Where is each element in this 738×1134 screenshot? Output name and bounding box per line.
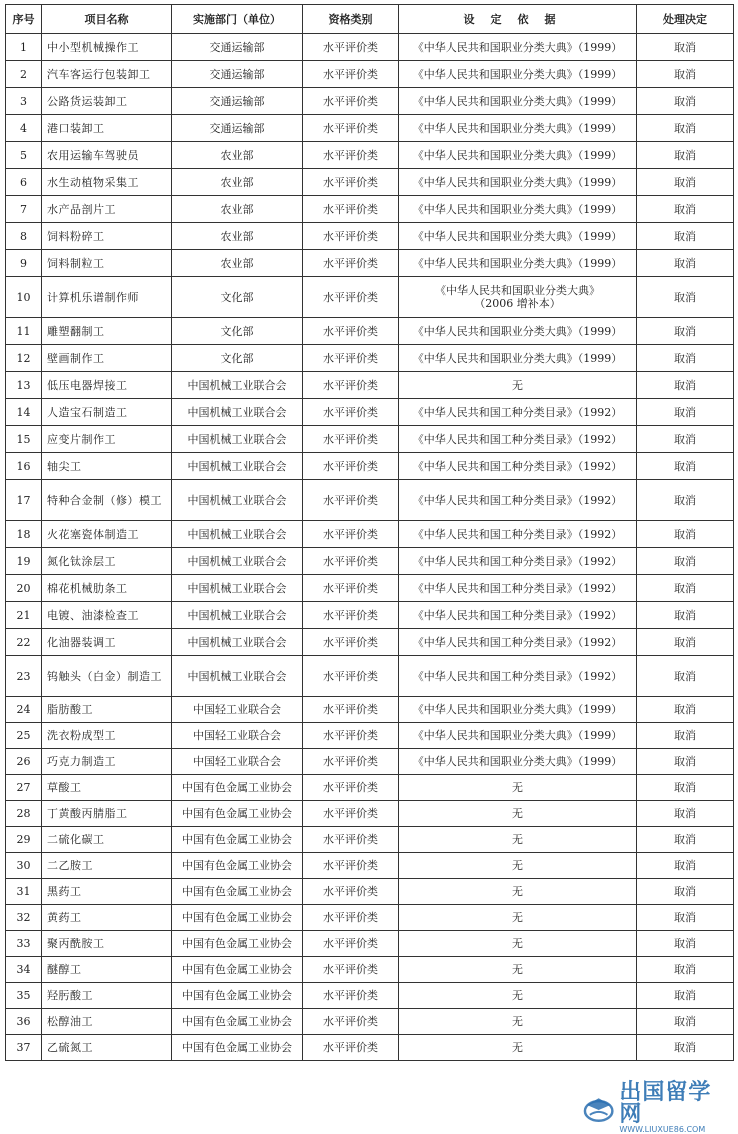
table-row [6,931,734,957]
cell-name: 水产品剖片工 [42,196,172,223]
cell-decision: 取消 [637,34,734,61]
cell-name: 电镀、油漆检查工 [42,602,172,629]
cell-name: 丁黄酸丙腈脂工 [42,801,172,827]
cell-type: 水平评价类 [303,853,399,879]
cell-no: 15 [6,426,42,453]
cell-name: 农用运输车驾驶员 [42,142,172,169]
cell-type: 水平评价类 [303,723,399,749]
cell-name: 黑药工 [42,879,172,905]
cell-type: 水平评价类 [303,697,399,723]
cell-basis: 《中华人民共和国职业分类大典》（1999） [399,318,637,345]
cell-decision: 取消 [637,723,734,749]
cell-type: 水平评价类 [303,34,399,61]
basis-line-2: （2006 增补本） [474,297,561,310]
table-row [6,277,734,318]
cell-basis: 无 [399,983,637,1009]
cell-decision: 取消 [637,1035,734,1061]
cell-dept: 中国轻工业联合会 [172,749,303,775]
cell-dept: 农业部 [172,169,303,196]
cell-dept: 中国有色金属工业协会 [172,1009,303,1035]
header-no: 序号 [6,5,42,34]
watermark-url: WWW.LIUXUE86.COM [619,1125,706,1134]
cell-type: 水平评价类 [303,1009,399,1035]
table-row [6,602,734,629]
cell-no: 14 [6,399,42,426]
cell-type: 水平评价类 [303,426,399,453]
cell-dept: 中国有色金属工业协会 [172,931,303,957]
cell-dept: 农业部 [172,196,303,223]
cell-name: 羟肟酸工 [42,983,172,1009]
cell-no: 37 [6,1035,42,1061]
header-type: 资格类别 [303,5,399,34]
table-row [6,34,734,61]
cell-dept: 交通运输部 [172,34,303,61]
cell-basis: 《中华人民共和国职业分类大典》（1999） [399,61,637,88]
cell-type: 水平评价类 [303,372,399,399]
cell-no: 22 [6,629,42,656]
cell-decision: 取消 [637,879,734,905]
cell-basis: 《中华人民共和国职业分类大典》（1999） [399,88,637,115]
cell-name: 钨触头（白金）制造工 [42,656,172,697]
cell-name: 二硫化碳工 [42,827,172,853]
cell-type: 水平评价类 [303,602,399,629]
cell-decision: 取消 [637,277,734,318]
cell-name: 特种合金制（修）模工 [42,480,172,521]
cell-basis: 《中华人民共和国职业分类大典》（1999） [399,723,637,749]
cell-decision: 取消 [637,983,734,1009]
cell-type: 水平评价类 [303,905,399,931]
cell-no: 27 [6,775,42,801]
cell-name: 松醇油工 [42,1009,172,1035]
table-row [6,697,734,723]
cell-decision: 取消 [637,196,734,223]
cell-name: 醚醇工 [42,957,172,983]
cell-name: 计算机乐谱制作师 [42,277,172,318]
cell-dept: 文化部 [172,345,303,372]
cell-name: 应变片制作工 [42,426,172,453]
cell-dept: 中国机械工业联合会 [172,629,303,656]
cell-decision: 取消 [637,399,734,426]
table-row [6,1035,734,1061]
cell-dept: 中国有色金属工业协会 [172,827,303,853]
cell-decision: 取消 [637,250,734,277]
cell-name: 化油器装调工 [42,629,172,656]
cell-no: 24 [6,697,42,723]
cell-type: 水平评价类 [303,879,399,905]
cell-dept: 农业部 [172,250,303,277]
table-row [6,905,734,931]
cell-decision: 取消 [637,548,734,575]
cell-dept: 中国有色金属工业协会 [172,853,303,879]
cell-name: 乙硫氮工 [42,1035,172,1061]
table-row [6,521,734,548]
table-row [6,88,734,115]
cell-type: 水平评价类 [303,318,399,345]
cell-dept: 中国机械工业联合会 [172,575,303,602]
cell-decision: 取消 [637,223,734,250]
cell-decision: 取消 [637,905,734,931]
cell-dept: 中国机械工业联合会 [172,521,303,548]
cell-type: 水平评价类 [303,827,399,853]
table-row [6,801,734,827]
cell-dept: 中国有色金属工业协会 [172,983,303,1009]
cell-basis: 《中华人民共和国工种分类目录》（1992） [399,480,637,521]
table-row [6,480,734,521]
cell-no: 26 [6,749,42,775]
cell-no: 31 [6,879,42,905]
cell-basis: 《中华人民共和国工种分类目录》（1992） [399,399,637,426]
cell-name: 草酸工 [42,775,172,801]
cell-no: 29 [6,827,42,853]
cell-name: 饲料制粒工 [42,250,172,277]
table-row [6,142,734,169]
cell-no: 10 [6,277,42,318]
cell-dept: 中国机械工业联合会 [172,399,303,426]
cell-basis: 《中华人民共和国工种分类目录》（1992） [399,521,637,548]
cell-dept: 交通运输部 [172,61,303,88]
cell-dept: 中国机械工业联合会 [172,602,303,629]
table-row [6,548,734,575]
cell-decision: 取消 [637,169,734,196]
cell-name: 聚丙酰胺工 [42,931,172,957]
table-row [6,749,734,775]
cell-decision: 取消 [637,521,734,548]
cell-dept: 中国机械工业联合会 [172,480,303,521]
cell-basis: 《中华人民共和国工种分类目录》（1992） [399,575,637,602]
cell-basis: 无 [399,801,637,827]
cell-basis: 《中华人民共和国职业分类大典》（1999） [399,34,637,61]
cell-type: 水平评价类 [303,277,399,318]
cell-dept: 中国机械工业联合会 [172,656,303,697]
cell-type: 水平评价类 [303,480,399,521]
header-basis: 设定依据 [399,5,637,34]
cell-type: 水平评价类 [303,957,399,983]
cell-no: 11 [6,318,42,345]
cell-no: 35 [6,983,42,1009]
cell-decision: 取消 [637,88,734,115]
cell-decision: 取消 [637,957,734,983]
cell-type: 水平评价类 [303,88,399,115]
cell-basis: 无 [399,957,637,983]
cell-no: 9 [6,250,42,277]
cell-dept: 中国机械工业联合会 [172,426,303,453]
cell-basis: 《中华人民共和国工种分类目录》（1992） [399,656,637,697]
cell-no: 18 [6,521,42,548]
cell-basis [399,277,637,318]
cell-type: 水平评价类 [303,629,399,656]
table-row [6,61,734,88]
cell-basis: 《中华人民共和国工种分类目录》（1992） [399,548,637,575]
cell-name: 洗衣粉成型工 [42,723,172,749]
cell-no: 4 [6,115,42,142]
table-row [6,250,734,277]
cell-name: 公路货运装卸工 [42,88,172,115]
header-name: 项目名称 [42,5,172,34]
cell-no: 1 [6,34,42,61]
cell-basis: 无 [399,372,637,399]
cell-name: 低压电器焊接工 [42,372,172,399]
cell-decision: 取消 [637,629,734,656]
globe-cap-logo-icon [582,1093,615,1123]
cell-decision: 取消 [637,345,734,372]
cell-basis: 《中华人民共和国职业分类大典》（1999） [399,250,637,277]
cell-basis: 《中华人民共和国职业分类大典》（1999） [399,749,637,775]
cell-dept: 中国有色金属工业协会 [172,905,303,931]
cell-basis: 《中华人民共和国职业分类大典》（1999） [399,169,637,196]
table-row [6,879,734,905]
cell-basis: 《中华人民共和国职业分类大典》（1999） [399,345,637,372]
cell-name: 中小型机械操作工 [42,34,172,61]
cell-no: 32 [6,905,42,931]
cell-no: 3 [6,88,42,115]
cell-no: 2 [6,61,42,88]
table-row [6,629,734,656]
watermark-title: 出国留学网 [619,1080,712,1127]
table-row [6,656,734,697]
table-row [6,827,734,853]
cell-type: 水平评价类 [303,345,399,372]
table-row [6,957,734,983]
cell-basis: 无 [399,827,637,853]
cell-decision: 取消 [637,801,734,827]
cell-no: 21 [6,602,42,629]
cell-dept: 中国机械工业联合会 [172,453,303,480]
cancellation-table [5,4,734,1061]
cell-type: 水平评价类 [303,196,399,223]
cell-type: 水平评价类 [303,61,399,88]
cell-basis: 《中华人民共和国职业分类大典》（1999） [399,223,637,250]
cell-name: 水生动植物采集工 [42,169,172,196]
table-row [6,853,734,879]
cell-type: 水平评价类 [303,250,399,277]
watermark [582,1080,732,1134]
cell-no: 20 [6,575,42,602]
cell-type: 水平评价类 [303,169,399,196]
cell-dept: 中国有色金属工业协会 [172,957,303,983]
cell-decision: 取消 [637,142,734,169]
cell-name: 雕塑翻制工 [42,318,172,345]
cell-no: 5 [6,142,42,169]
cell-type: 水平评价类 [303,1035,399,1061]
cell-basis: 《中华人民共和国职业分类大典》（1999） [399,142,637,169]
table-row [6,169,734,196]
cell-decision: 取消 [637,318,734,345]
header-dept: 实施部门（单位） [172,5,303,34]
cell-no: 17 [6,480,42,521]
cell-basis: 无 [399,1009,637,1035]
cell-basis: 无 [399,905,637,931]
cell-name: 饲料粉碎工 [42,223,172,250]
cell-decision: 取消 [637,372,734,399]
cell-basis: 无 [399,931,637,957]
cell-basis: 《中华人民共和国工种分类目录》（1992） [399,629,637,656]
cell-dept: 中国机械工业联合会 [172,372,303,399]
cell-name: 脂肪酸工 [42,697,172,723]
cell-dept: 中国有色金属工业协会 [172,801,303,827]
cell-decision: 取消 [637,602,734,629]
cell-basis: 无 [399,775,637,801]
cell-no: 7 [6,196,42,223]
cell-type: 水平评价类 [303,775,399,801]
cell-no: 16 [6,453,42,480]
cell-type: 水平评价类 [303,983,399,1009]
table-row [6,453,734,480]
cell-no: 30 [6,853,42,879]
cell-type: 水平评价类 [303,801,399,827]
cell-decision: 取消 [637,775,734,801]
cell-dept: 农业部 [172,142,303,169]
cell-type: 水平评价类 [303,931,399,957]
header-decision: 处理决定 [637,5,734,34]
cell-basis: 《中华人民共和国工种分类目录》（1992） [399,426,637,453]
cell-no: 6 [6,169,42,196]
cell-dept: 农业部 [172,223,303,250]
table-row [6,775,734,801]
cell-type: 水平评价类 [303,656,399,697]
cell-type: 水平评价类 [303,548,399,575]
cell-decision: 取消 [637,61,734,88]
cell-no: 36 [6,1009,42,1035]
cell-name: 二乙胺工 [42,853,172,879]
cell-decision: 取消 [637,827,734,853]
table-row [6,345,734,372]
cell-dept: 中国轻工业联合会 [172,723,303,749]
cell-dept: 中国有色金属工业协会 [172,1035,303,1061]
cell-name: 壁画制作工 [42,345,172,372]
header-row [6,5,734,34]
cell-type: 水平评价类 [303,575,399,602]
cell-name: 棉花机械肋条工 [42,575,172,602]
cell-dept: 交通运输部 [172,115,303,142]
cell-basis: 《中华人民共和国职业分类大典》（1999） [399,697,637,723]
cell-name: 黄药工 [42,905,172,931]
cell-name: 氮化钛涂层工 [42,548,172,575]
cell-name: 火花塞瓷体制造工 [42,521,172,548]
cell-no: 25 [6,723,42,749]
cell-dept: 中国机械工业联合会 [172,548,303,575]
basis-line-1: 《中华人民共和国职业分类大典》 [435,284,600,297]
cell-basis: 《中华人民共和国工种分类目录》（1992） [399,453,637,480]
cell-dept: 交通运输部 [172,88,303,115]
cell-decision: 取消 [637,697,734,723]
cell-name: 人造宝石制造工 [42,399,172,426]
table-row [6,115,734,142]
table-row [6,575,734,602]
cell-decision: 取消 [637,575,734,602]
cell-basis: 《中华人民共和国工种分类目录》（1992） [399,602,637,629]
cell-name: 港口装卸工 [42,115,172,142]
table-row [6,196,734,223]
cell-no: 28 [6,801,42,827]
cell-no: 34 [6,957,42,983]
table-row [6,399,734,426]
cell-decision: 取消 [637,1009,734,1035]
cell-name: 轴尖工 [42,453,172,480]
cell-decision: 取消 [637,426,734,453]
cell-type: 水平评价类 [303,521,399,548]
cell-type: 水平评价类 [303,399,399,426]
cell-no: 33 [6,931,42,957]
table-row [6,983,734,1009]
cell-dept: 文化部 [172,318,303,345]
cell-name: 汽车客运行包装卸工 [42,61,172,88]
table-row [6,223,734,250]
cell-decision: 取消 [637,853,734,879]
cell-no: 8 [6,223,42,250]
cell-no: 13 [6,372,42,399]
table-row [6,318,734,345]
cell-name: 巧克力制造工 [42,749,172,775]
table-row [6,372,734,399]
cell-type: 水平评价类 [303,142,399,169]
cell-basis: 无 [399,853,637,879]
cell-type: 水平评价类 [303,115,399,142]
table-row [6,426,734,453]
cell-type: 水平评价类 [303,749,399,775]
cell-decision: 取消 [637,453,734,480]
cell-dept: 中国有色金属工业协会 [172,775,303,801]
cell-basis: 无 [399,1035,637,1061]
cell-decision: 取消 [637,480,734,521]
cell-decision: 取消 [637,656,734,697]
cell-dept: 中国有色金属工业协会 [172,879,303,905]
cell-no: 23 [6,656,42,697]
table-body [6,34,734,1061]
table-row [6,723,734,749]
cell-basis: 无 [399,879,637,905]
cell-type: 水平评价类 [303,453,399,480]
cell-dept: 中国轻工业联合会 [172,697,303,723]
cell-no: 12 [6,345,42,372]
table-row [6,1009,734,1035]
cell-decision: 取消 [637,115,734,142]
cell-decision: 取消 [637,749,734,775]
cell-decision: 取消 [637,931,734,957]
cell-type: 水平评价类 [303,223,399,250]
cell-dept: 文化部 [172,277,303,318]
cell-basis: 《中华人民共和国职业分类大典》（1999） [399,115,637,142]
cell-no: 19 [6,548,42,575]
cell-basis: 《中华人民共和国职业分类大典》（1999） [399,196,637,223]
